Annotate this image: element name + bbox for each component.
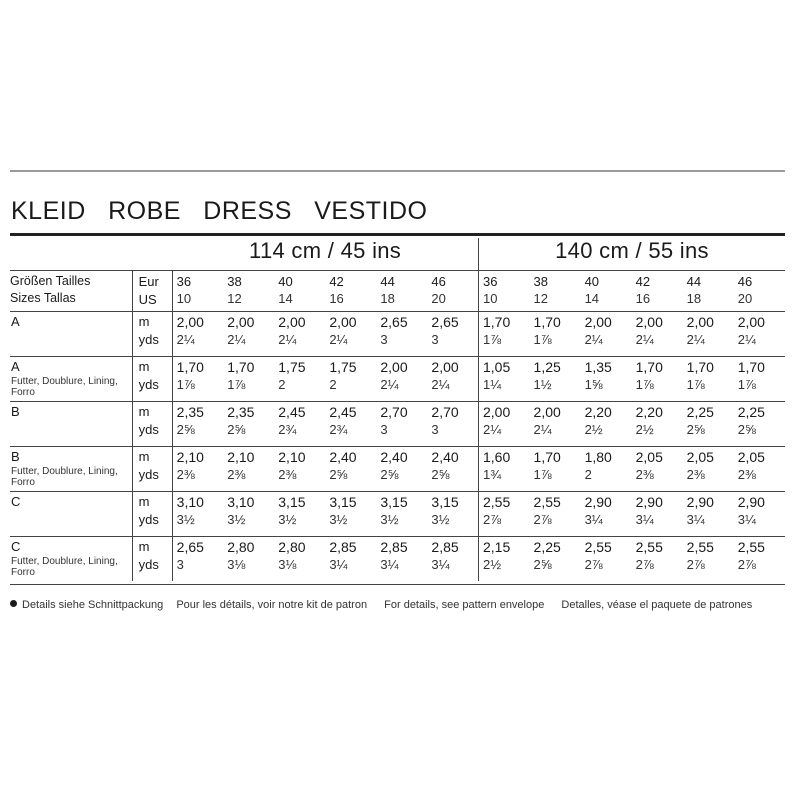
view-label: A: [10, 312, 132, 357]
yardage-cell: 3,15 3½: [427, 492, 478, 537]
yardage-cell: 2,00 2¼: [376, 357, 427, 402]
yardage-cell: 2,10 2⅜: [274, 447, 325, 492]
yardage-cell: 2,20 2½: [632, 402, 683, 447]
view-label: C: [10, 492, 132, 537]
size-col-114-2: [274, 271, 325, 312]
size-col-140-0: [478, 271, 529, 312]
size-eur: 44: [686, 274, 702, 289]
lining-label: Futter, Doublure, Lining, Forro: [11, 466, 118, 488]
lining-label: Futter, Doublure, Lining, Forro: [11, 376, 118, 398]
page-title: KLEID ROBE DRESS VESTIDO: [11, 197, 428, 225]
yardage-cell: 1,70 1⅞: [172, 357, 223, 402]
yardage-cell: 2,00 2¼: [530, 402, 581, 447]
unit-label: m yds: [132, 492, 172, 537]
yardage-cell: 2,65 3: [172, 537, 223, 582]
yardage-cell: 2,85 3¼: [427, 537, 478, 582]
size-us: 20: [737, 291, 753, 306]
yardage-cell: 1,05 1¼: [478, 357, 529, 402]
size-eur: 46: [431, 274, 446, 289]
yardage-cell: 2,70 3: [376, 402, 427, 447]
size-eur: 36: [176, 274, 192, 289]
yardage-cell: 2,85 3¼: [376, 537, 427, 582]
table-row: [10, 357, 785, 402]
yardage-cell: 1,60 1¾: [478, 447, 529, 492]
size-eur: 36: [482, 274, 498, 289]
size-us: 16: [635, 291, 651, 306]
yardage-cell: 2,65 3: [427, 312, 478, 357]
title-rule: [10, 233, 785, 236]
yardage-cell: 2,55 2⅞: [530, 492, 581, 537]
unit-label: m yds: [132, 357, 172, 402]
view-label: B Futter, Doublure, Lining, Forro: [10, 447, 132, 492]
size-header-row: [10, 271, 785, 312]
yardage-cell: 2,45 2¾: [325, 402, 376, 447]
view-label: A Futter, Doublure, Lining, Forro: [10, 357, 132, 402]
yardage-cell: 2,25 2⅝: [530, 537, 581, 582]
size-us: 14: [278, 291, 293, 306]
yardage-cell: 3,15 3½: [274, 492, 325, 537]
yardage-cell: 2,00 2¼: [734, 312, 785, 357]
yardage-cell: 3,10 3½: [172, 492, 223, 537]
yardage-cell: 2,00 2¼: [172, 312, 223, 357]
yardage-cell: 2,00 2¼: [325, 312, 376, 357]
yardage-cell: 1,35 1⅝: [581, 357, 632, 402]
view-label: C Futter, Doublure, Lining, Forro: [10, 537, 132, 582]
size-us: 16: [329, 291, 344, 306]
details-note: Details siehe Schnittpackung Pour les détails, voir notre kit de patron For details, see pattern envelope Detalles, véase el paquete de patrones: [10, 597, 785, 613]
size-us: 12: [227, 291, 242, 306]
size-col-114-5: [427, 271, 478, 312]
size-us: 14: [584, 291, 600, 306]
yardage-cell: 1,70 1⅞: [683, 357, 734, 402]
bullet-icon: [10, 600, 17, 607]
size-label: Größen Tailles Sizes Tallas: [10, 271, 132, 312]
size-col-140-2: [581, 271, 632, 312]
yardage-cell: 2,15 2½: [478, 537, 529, 582]
size-us: 10: [482, 291, 498, 306]
yardage-cell: 2,90 3¼: [632, 492, 683, 537]
size-col-140-4: [683, 271, 734, 312]
yardage-cell: 2,55 2⅞: [581, 537, 632, 582]
size-us: 10: [176, 291, 192, 306]
yardage-cell: 2,55 2⅞: [632, 537, 683, 582]
yardage-cell: 1,75 2: [274, 357, 325, 402]
yardage-cell: 2,25 2⅝: [734, 402, 785, 447]
table-row: [10, 447, 785, 492]
table-row: [10, 312, 785, 357]
yardage-cell: 3,10 3½: [223, 492, 274, 537]
size-col-140-1: [530, 271, 581, 312]
yardage-cell: 1,25 1½: [530, 357, 581, 402]
view-label: B: [10, 402, 132, 447]
yardage-cell: 2,00 2¼: [632, 312, 683, 357]
top-rule: [10, 170, 785, 172]
yardage-cell: 2,35 2⅝: [223, 402, 274, 447]
yardage-cell: 1,80 2: [581, 447, 632, 492]
yardage-cell: 2,45 2¾: [274, 402, 325, 447]
yardage-cell: 2,00 2¼: [683, 312, 734, 357]
yardage-cell: 2,85 3¼: [325, 537, 376, 582]
size-eur: 42: [329, 274, 344, 289]
yardage-cell: 2,55 2⅞: [478, 492, 529, 537]
size-eur: 38: [227, 274, 242, 289]
lining-label: Futter, Doublure, Lining, Forro: [11, 556, 118, 578]
table-row: [10, 537, 785, 582]
yardage-cell: 3,15 3½: [376, 492, 427, 537]
yardage-cell: 2,65 3: [376, 312, 427, 357]
yardage-cell: 2,90 3¼: [581, 492, 632, 537]
size-eur: 42: [635, 274, 651, 289]
yardage-cell: 2,20 2½: [581, 402, 632, 447]
size-eur: 40: [584, 274, 600, 289]
size-unit-label: Eur US: [132, 271, 172, 312]
size-us: 18: [380, 291, 395, 306]
yardage-cell: 1,70 1⅞: [223, 357, 274, 402]
yardage-cell: 2,55 2⅞: [734, 537, 785, 582]
unit-label: m yds: [132, 537, 172, 582]
size-col-114-1: [223, 271, 274, 312]
yardage-cell: 2,70 3: [427, 402, 478, 447]
size-us: 20: [431, 291, 446, 306]
yardage-cell: 1,70 1⅞: [632, 357, 683, 402]
unit-label: m yds: [132, 402, 172, 447]
yardage-cell: 1,70 1⅞: [530, 312, 581, 357]
table-row: [10, 492, 785, 537]
yardage-cell: 2,00 2¼: [274, 312, 325, 357]
fabric-width-header: [10, 238, 785, 271]
yardage-cell: 2,00 2¼: [581, 312, 632, 357]
size-us: 12: [533, 291, 548, 306]
fabric-width-140: 140 cm / 55 ins: [555, 238, 709, 263]
size-col-140-3: [632, 271, 683, 312]
size-eur: 46: [737, 274, 753, 289]
yardage-cell: 1,70 1⅞: [478, 312, 529, 357]
yardage-cell: 2,40 2⅝: [427, 447, 478, 492]
fabric-width-114: 114 cm / 45 ins: [172, 238, 478, 271]
size-col-114-3: [325, 271, 376, 312]
yardage-cell: 2,10 2⅜: [223, 447, 274, 492]
yardage-cell: 2,40 2⅝: [376, 447, 427, 492]
yardage-cell: 2,90 3¼: [683, 492, 734, 537]
unit-label: m yds: [132, 312, 172, 357]
table-bottom-rule: [10, 584, 785, 585]
yardage-cell: 3,15 3½: [325, 492, 376, 537]
yardage-cell: 2,55 2⅞: [683, 537, 734, 582]
size-col-114-4: [376, 271, 427, 312]
yardage-cell: 2,40 2⅝: [325, 447, 376, 492]
yardage-cell: 2,80 3⅛: [223, 537, 274, 582]
yardage-cell: 2,35 2⅝: [172, 402, 223, 447]
table-row: [10, 402, 785, 447]
yardage-cell: 1,75 2: [325, 357, 376, 402]
yardage-cell: 2,05 2⅜: [632, 447, 683, 492]
yardage-cell: 2,00 2¼: [427, 357, 478, 402]
size-col-114-0: [172, 271, 223, 312]
unit-label: m yds: [132, 447, 172, 492]
size-eur: 38: [533, 274, 548, 289]
yardage-cell: 1,70 1⅞: [530, 447, 581, 492]
yardage-cell: 2,80 3⅛: [274, 537, 325, 582]
yardage-cell: 2,05 2⅜: [683, 447, 734, 492]
yardage-cell: 2,00 2¼: [223, 312, 274, 357]
yardage-table: [10, 238, 785, 581]
yardage-cell: 2,05 2⅜: [734, 447, 785, 492]
yardage-cell: 2,10 2⅜: [172, 447, 223, 492]
yardage-cell: 2,00 2¼: [478, 402, 529, 447]
yardage-cell: 1,70 1⅞: [734, 357, 785, 402]
size-eur: 40: [278, 274, 293, 289]
size-col-140-5: [734, 271, 785, 312]
yardage-cell: 2,90 3¼: [734, 492, 785, 537]
yardage-cell: 2,25 2⅝: [683, 402, 734, 447]
size-us: 18: [686, 291, 702, 306]
size-eur: 44: [380, 274, 395, 289]
